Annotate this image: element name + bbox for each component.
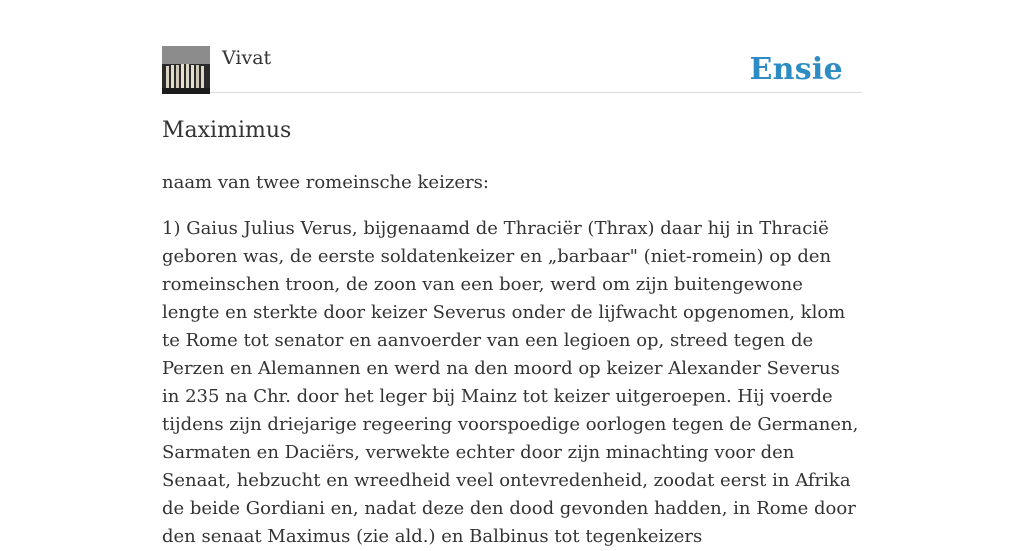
avatar-image-icon [162,46,210,94]
article-body: 1) Gaius Julius Verus, bijgenaamd de Thraciër (Thrax) daar hij in Thracië geboren was, de eerste soldatenkeizer en „barbaar" (niet-romein) op den romeinschen troon, de zoon van een boer, werd om zijn buitengewone lengte en sterkte door keizer Severus onder de lijfwacht opgenomen, klom te Rome tot senator en aanvoerder van een legioen op, streed tegen de Perzen en Alemannen en werd na den moord op keizer Alexander Severus in 235 na Chr. door het leger bij Mainz tot keizer uitgeroepen. Hij voerde tijdens zijn driejarige regeering voorspoedige oorlogen tegen de Germanen, Sarmaten en Daciërs, verwekte echter door zijn minachting voor den Senaat, hebzucht en wreedheid veel ontevredenheid, zoodat eerst in Afrika de beide Gordiani en, nadat deze den dood gevonden hadden, in Rome door den senaat Maximus (zie ald.) en Balbinus tot tegenkeizers [162,218,859,547]
header [162,46,862,93]
article-intro: naam van twee romeinsche keizers: [162,172,489,193]
user-avatar[interactable] [162,46,210,94]
page-title: Maximimus [162,118,292,143]
brand-logo[interactable]: Ensie [749,52,843,87]
username-link[interactable]: Vivat [222,47,272,69]
